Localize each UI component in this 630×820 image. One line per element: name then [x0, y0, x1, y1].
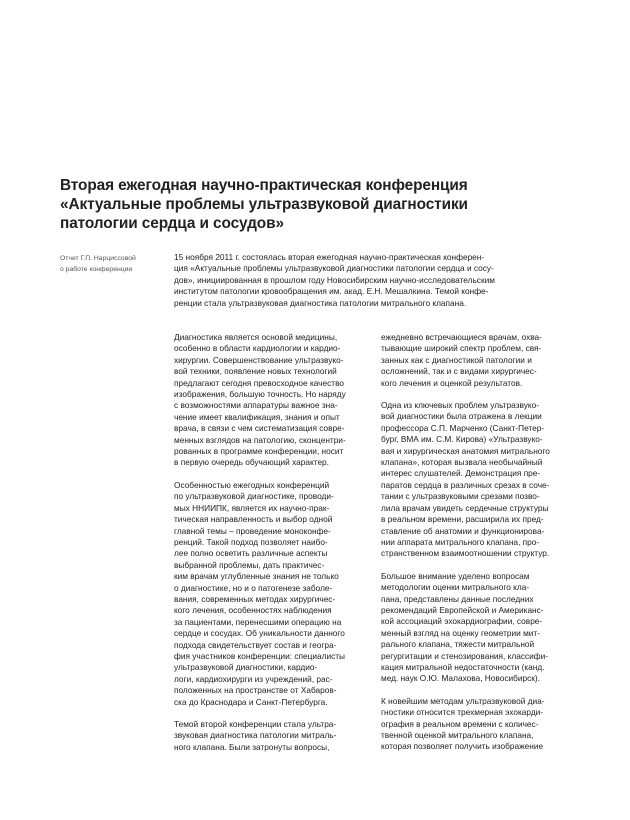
text-line: мых ННИИПК, является их научно-прак- — [174, 502, 330, 513]
text-line: врача, в связи с чем систематизация совре- — [174, 423, 345, 434]
lead-line: дов», инициированная в прошлом году Новосибирским научно-исследовательским — [174, 274, 495, 285]
text-line: логи, кардиохирурги из учреждений, рас- — [174, 673, 333, 684]
text-line: вой диагностики была отражена в лекции — [381, 411, 542, 422]
author-line: Отчет Г.П. Нарциссовой — [60, 255, 136, 262]
text-line: в реальном времени, расширила их пред- — [381, 514, 544, 525]
text-line: лее полно осветить различные аспекты — [174, 548, 328, 559]
text-line: которая позволяет получить изображение — [381, 741, 544, 752]
text-line: особенно в области кардиологии и кардио- — [174, 343, 341, 354]
text-line: подхода свидетельствует состав и геогра- — [174, 639, 337, 650]
text-line: гностики относится трехмерная эхокарди- — [381, 707, 544, 718]
text-line: менных взглядов на патологию, сконцентри- — [174, 434, 346, 445]
paragraph — [381, 400, 581, 560]
text-line: тическая направленность и выбор одной — [174, 514, 333, 525]
text-line: главной темы – проведение моноконфе- — [174, 525, 331, 536]
author-note — [60, 254, 170, 275]
text-line: положенных на пространстве от Хабаров- — [174, 685, 337, 696]
paragraph — [174, 332, 374, 469]
text-line: лила врачам увидеть сердечные структуры — [381, 502, 549, 513]
title-line: «Актуальные проблемы ультразвуковой диагностики — [60, 196, 468, 213]
text-line: регургитации и стенозирования, классифи- — [381, 650, 548, 661]
text-line: вая и хирургическая анатомия митрального — [381, 445, 550, 456]
text-line: кация митральной недостаточности (канд. — [381, 661, 545, 672]
text-line: по ультразвуковой диагностике, проводи- — [174, 491, 334, 502]
text-line: нии аппарата митрального клапана, про- — [381, 536, 540, 547]
text-line: клапана», которая вызвала необычайный — [381, 457, 543, 468]
text-line: звуковая диагностика патологии митраль- — [174, 730, 337, 741]
text-line: кого лечения, особенностях наблюдения — [174, 605, 332, 616]
text-line: К новейшим методам ультразвуковой диа- — [381, 695, 545, 706]
body-column-right — [381, 332, 581, 764]
text-line: пана, представлены данные последних — [381, 593, 534, 604]
text-line: Темой второй конференции стала ультра- — [174, 719, 337, 729]
text-line: хирургии. Совершенствование ультразвуко- — [174, 354, 344, 365]
lead-paragraph — [174, 252, 574, 309]
text-line: сердце и сосудах. Об уникальности данного — [174, 628, 345, 639]
text-line: осложнений, так и с видами хирургичес- — [381, 366, 537, 377]
text-line: ного клапана. Были затронуты вопросы, — [174, 741, 330, 752]
title-line: Вторая ежегодная научно-практическая конференция — [60, 177, 468, 194]
text-line: о диагностике, но и о патогенезе заболе- — [174, 582, 333, 593]
text-line: Диагностика является основой медицины, — [174, 332, 338, 342]
text-line: занных как с диагностикой патологии и — [381, 354, 532, 365]
lead-line: институтом патологии кровообращения им. акад. Е.Н. Мешалкина. Темой конфе- — [174, 286, 489, 297]
text-line: Одна из ключевых проблем ультразвуко- — [381, 400, 539, 411]
text-line: Большое внимание уделено вопросам — [381, 570, 530, 581]
paragraph — [174, 719, 374, 753]
author-line: о работе конференции — [60, 265, 133, 273]
text-line: ография в реальном времени с количес- — [381, 718, 539, 729]
text-line: странственном взаимоотношении структур. — [381, 548, 550, 559]
text-line: ежедневно встречающиеся врачам, охва- — [381, 332, 542, 342]
text-line: предлагают сегодня превосходное качество — [174, 377, 345, 388]
text-line: методологии оценки митрального кла- — [381, 582, 530, 593]
text-line: интерес слушателей. Демонстрация пре- — [381, 468, 541, 479]
text-line: изображения, большую точность. Но наряду — [174, 389, 346, 400]
text-line: ставление об анатомии и функционирова- — [381, 525, 545, 536]
paragraph — [381, 332, 581, 389]
text-line: вания, современных методах хирургичес- — [174, 593, 336, 604]
text-line: рованных в программе конференции, носит — [174, 446, 344, 457]
text-line: мед. наук О.Ю. Малахова, Новосибирск). — [381, 673, 540, 684]
text-line: вой техники, появление новых технологий — [174, 366, 337, 377]
text-line: ультразвуковой диагностики, кардио- — [174, 662, 318, 673]
text-line: с возможностями аппаратуры важное зна- — [174, 400, 338, 411]
article-title — [60, 176, 580, 233]
text-line: фия участников конференции: специалисты — [174, 650, 346, 661]
text-line: тании с ультразвуковыми срезами позво- — [381, 491, 540, 502]
text-line: кой ассоциаций эхокардиографии, совре- — [381, 616, 543, 627]
lead-line: ренции стала ультразвуковая диагностика патологии митрального клапана. — [174, 297, 467, 308]
text-line: выбранной проблемы, дать практичес- — [174, 559, 325, 570]
text-line: бург, ВМА им. С.М. Кирова) «Ультразвуко- — [381, 434, 543, 445]
text-line: за пациентами, перенесшими операцию на — [174, 616, 342, 627]
paragraph — [381, 696, 581, 753]
text-line: рекомендаций Европейской и Американс- — [381, 604, 544, 615]
text-line: Особенностью ежегодных конференций — [174, 479, 330, 490]
text-line: менный взгляд на оценку геометрии мит- — [381, 627, 540, 638]
text-line: профессора С.П. Марченко (Санкт-Петер- — [381, 422, 545, 433]
lead-line: 15 ноября 2011 г. состоялась вторая ежегодная научно-практическая конферен- — [174, 252, 485, 262]
text-line: ска до Краснодара и Санкт-Петербурга. — [174, 696, 328, 707]
text-line: ренций. Такой подход позволяет наибо- — [174, 536, 328, 547]
text-line: кого лечения и оценкой результатов. — [381, 377, 523, 388]
text-line: рального клапана, тяжести митральной — [381, 639, 535, 650]
text-line: ким врачам углубленные знания не только — [174, 571, 339, 582]
paragraph — [381, 571, 581, 685]
text-line: чение имеет квалификация, знания и опыт — [174, 411, 340, 422]
body-column-left — [174, 332, 374, 764]
text-line: паратов сердца в различных срезах в соче- — [381, 479, 550, 490]
text-line: твенной оценкой митрального клапана, — [381, 730, 534, 740]
lead-line: ция «Актуальные проблемы ультразвуковой диагностики патологии сердца и сосу- — [174, 263, 494, 274]
paragraph — [174, 480, 374, 708]
title-line: патологии сердца и сосудов» — [60, 215, 284, 232]
text-line: в первую очередь обучающий характер. — [174, 457, 329, 468]
text-line: тывающие широкий спектр проблем, свя- — [381, 343, 542, 354]
